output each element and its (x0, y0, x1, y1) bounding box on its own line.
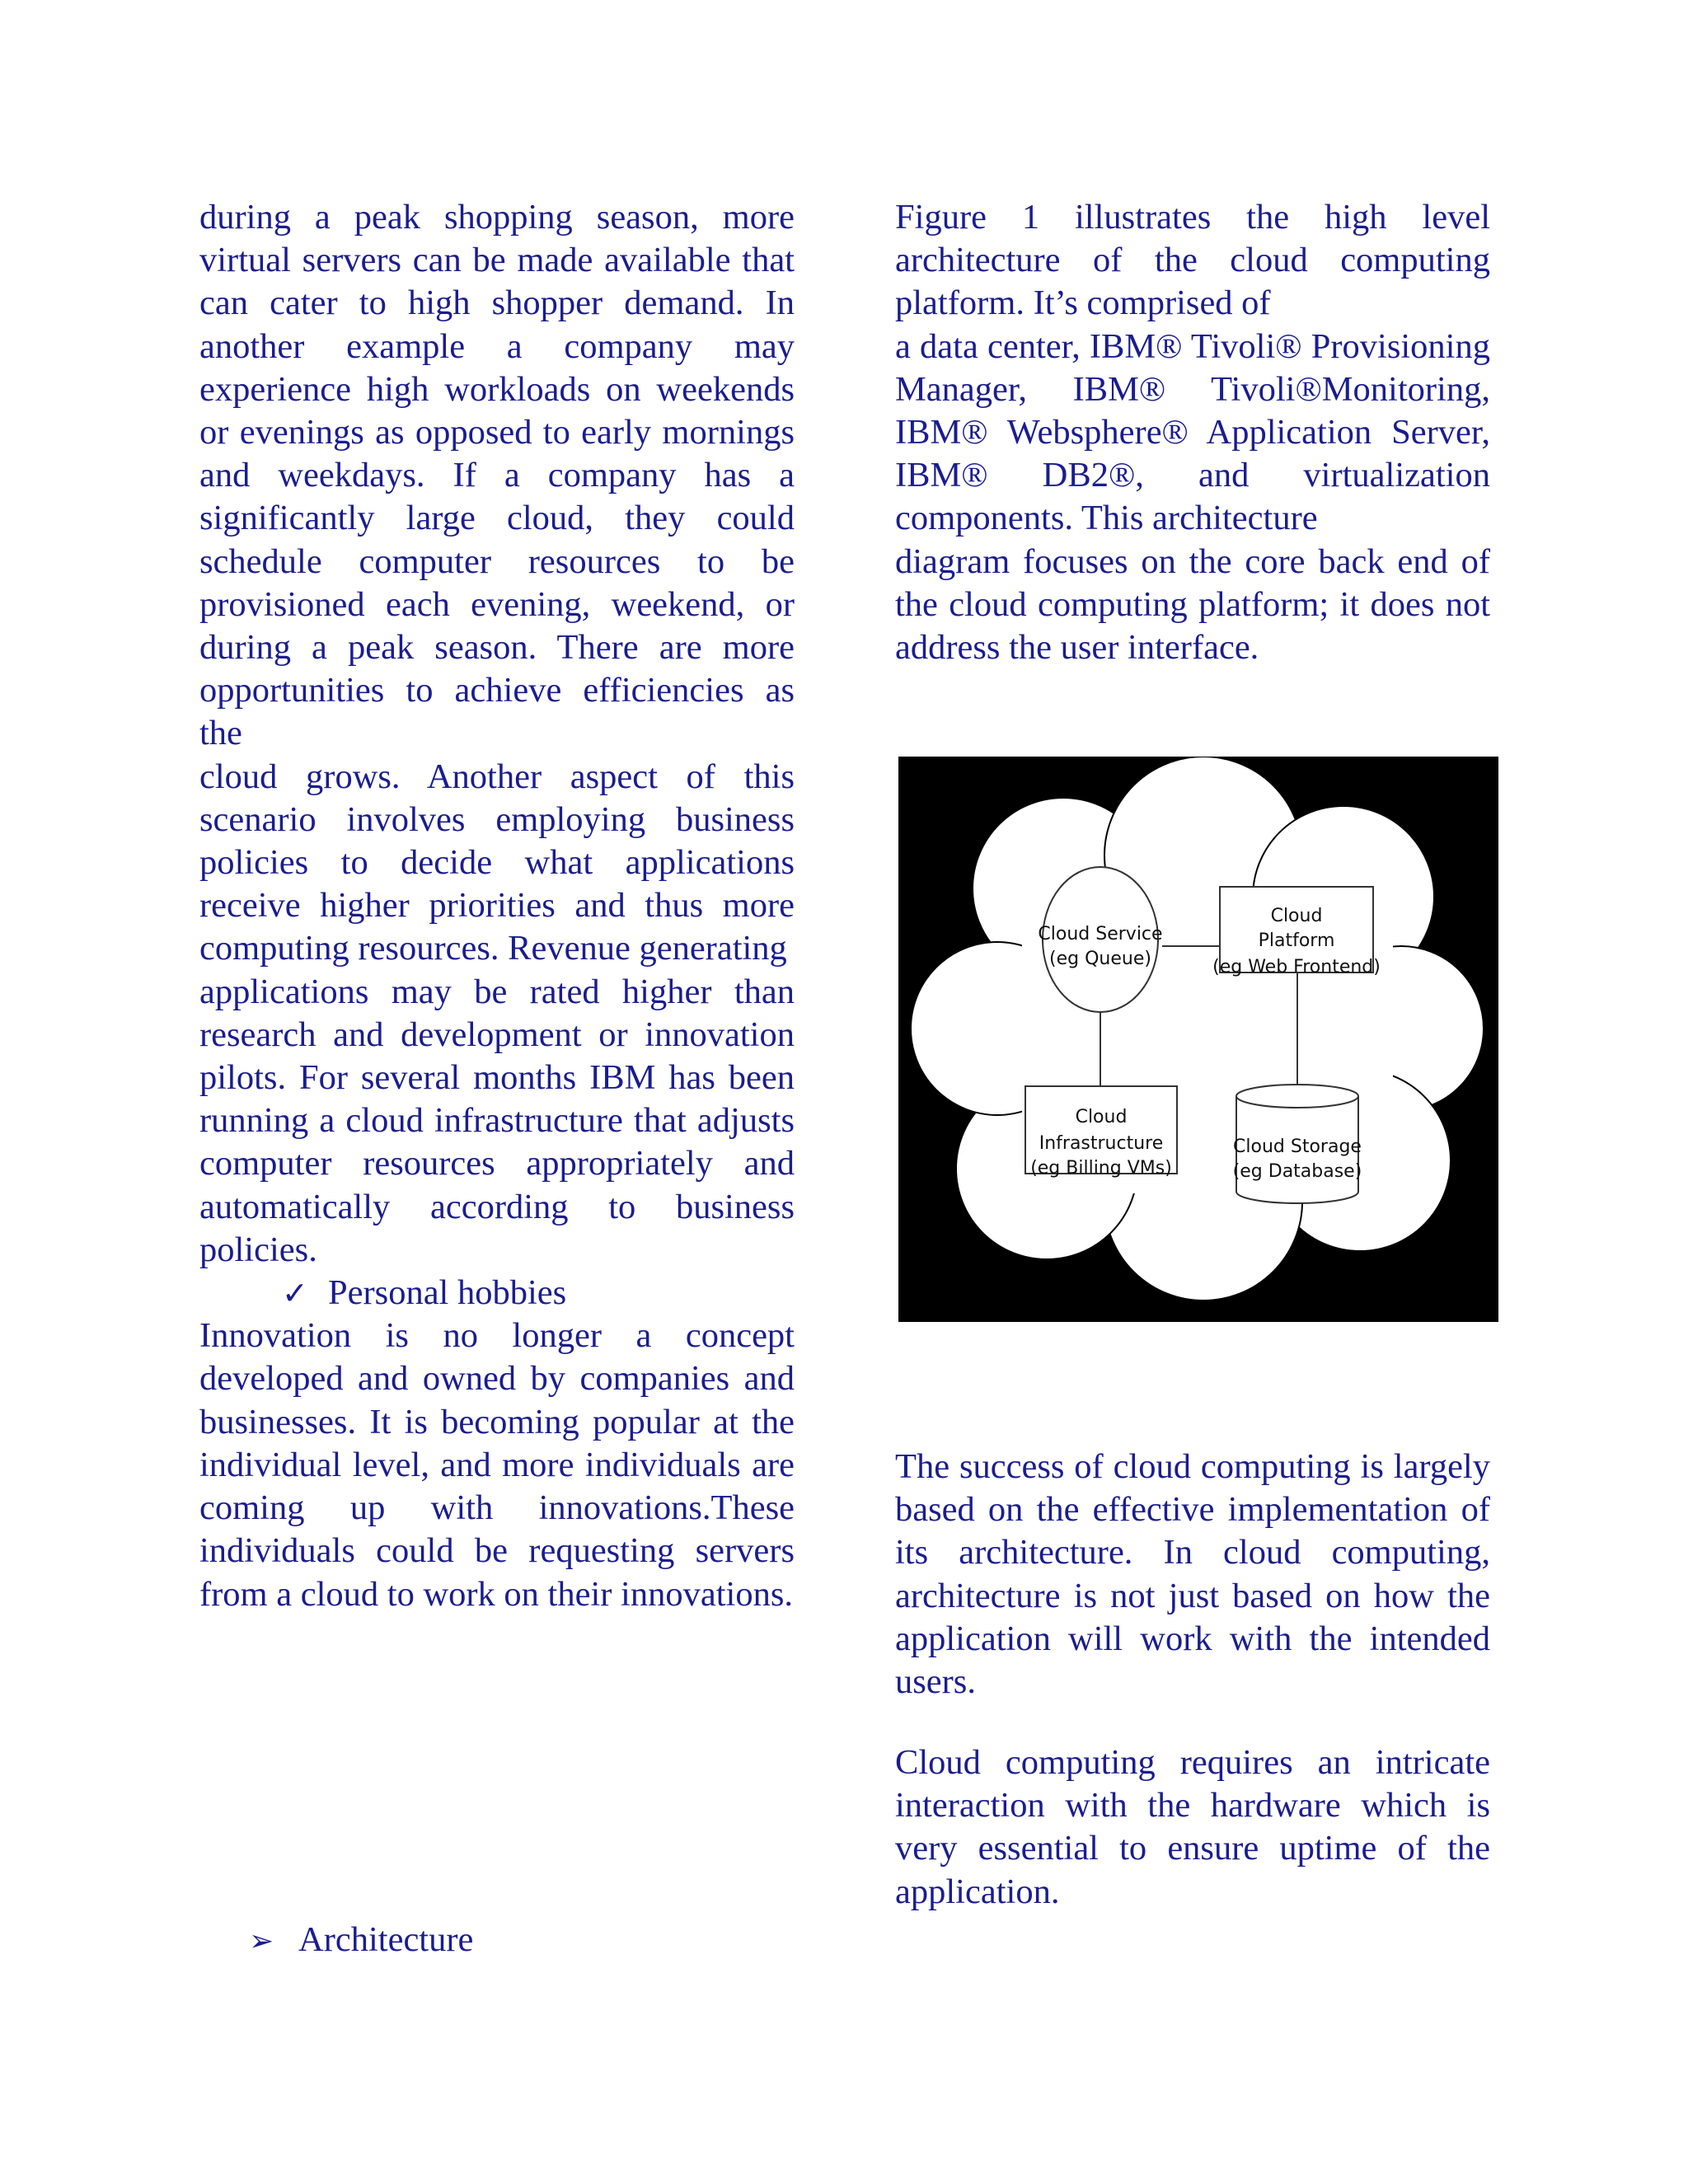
bullet-personal-hobbies (282, 1272, 795, 1315)
cloud-service-line2: (eg Queue) (1049, 949, 1151, 969)
right-paragraph-1: Figure 1 illustrates the high level architecture of the cloud computing platform. It’s comprised of (895, 198, 1490, 323)
cloud-service-line1: Cloud Service (1038, 924, 1163, 944)
cloud-storage-line2: (eg Database) (1232, 1161, 1362, 1182)
right-column-bottom (895, 1741, 1490, 1914)
cloud-infrastructure-line3: (eg Billing VMs) (1030, 1158, 1172, 1179)
architecture-diagram (898, 757, 1498, 1322)
cloud-shape (911, 757, 1484, 1301)
left-paragraph-4: Innovation is no longer a concept developed and owned by companies and businesses. It is becoming popular at the individual level, and more individuals are coming up with innovations.These individuals could be requesting servers from a cloud to work on their innovations. (199, 1316, 795, 1614)
cloud-platform-line2: Platform (1258, 930, 1335, 951)
cloud-storage-node (1233, 1085, 1362, 1203)
left-column (199, 196, 795, 1616)
left-paragraph-1: during a peak shopping season, more virtual servers can be made available that can cater to high shopper demand. In another example a company may experience high workloads on weekends or evenings as opposed to early mornings and weekdays. If a company has a significantly large cloud, they could schedule computer resources to be provisioned each evening, weekend, or during a peak season. There are more opportunities to achieve efficiencies as the (199, 198, 795, 753)
arrow-bullet-icon: ➢ (249, 1924, 274, 1958)
architecture-figure (898, 757, 1498, 1322)
cloud-platform-node (1212, 887, 1381, 977)
right-paragraph-2: a data center, IBM® Tivoli® Provisioning Manager, IBM® Tivoli®Monitoring, IBM® Websphere® Application Server, IBM® DB2®, and virtualization components. This architecture (895, 326, 1490, 538)
cloud-platform-line3: (eg Web Frontend) (1212, 957, 1381, 977)
bullet-architecture (249, 1919, 473, 1963)
bullet-label: Architecture (298, 1920, 474, 1959)
left-paragraph-3: applications may be rated higher than research and development or innovation pilots. For several months IBM has been running a cloud infrastructure that adjusts computer resources appropriately and automatically according to business policies. (199, 972, 795, 1269)
cloud-infrastructure-line2: Infrastructure (1039, 1133, 1164, 1154)
right-column (895, 196, 1490, 669)
right-paragraph-5: Cloud computing requires an intricate interaction with the hardware which is very essential to ensure uptime of the application. (895, 1743, 1490, 1911)
cloud-platform-line1: Cloud (1270, 906, 1323, 926)
bullet-label: Personal hobbies (328, 1273, 567, 1313)
cloud-infrastructure-line1: Cloud (1075, 1107, 1128, 1127)
right-column-lower (895, 1446, 1490, 1704)
right-paragraph-3: diagram focuses on the core back end of the cloud computing platform; it does not address the user interface. (895, 541, 1490, 668)
cloud-storage-line1: Cloud Storage (1233, 1137, 1362, 1157)
checkmark-icon: ✓ (282, 1275, 308, 1312)
cloud-infrastructure-node (1025, 1086, 1177, 1179)
left-paragraph-2: cloud grows. Another aspect of this scenario involves employing business policies to decide what applications receive higher priorities and thus more computing resources. Revenue generating (199, 757, 795, 968)
right-paragraph-4: The success of cloud computing is largely based on the effective implementation of its architecture. In cloud computing, architecture is not just based on how the application will work with the intended users. (895, 1447, 1490, 1702)
